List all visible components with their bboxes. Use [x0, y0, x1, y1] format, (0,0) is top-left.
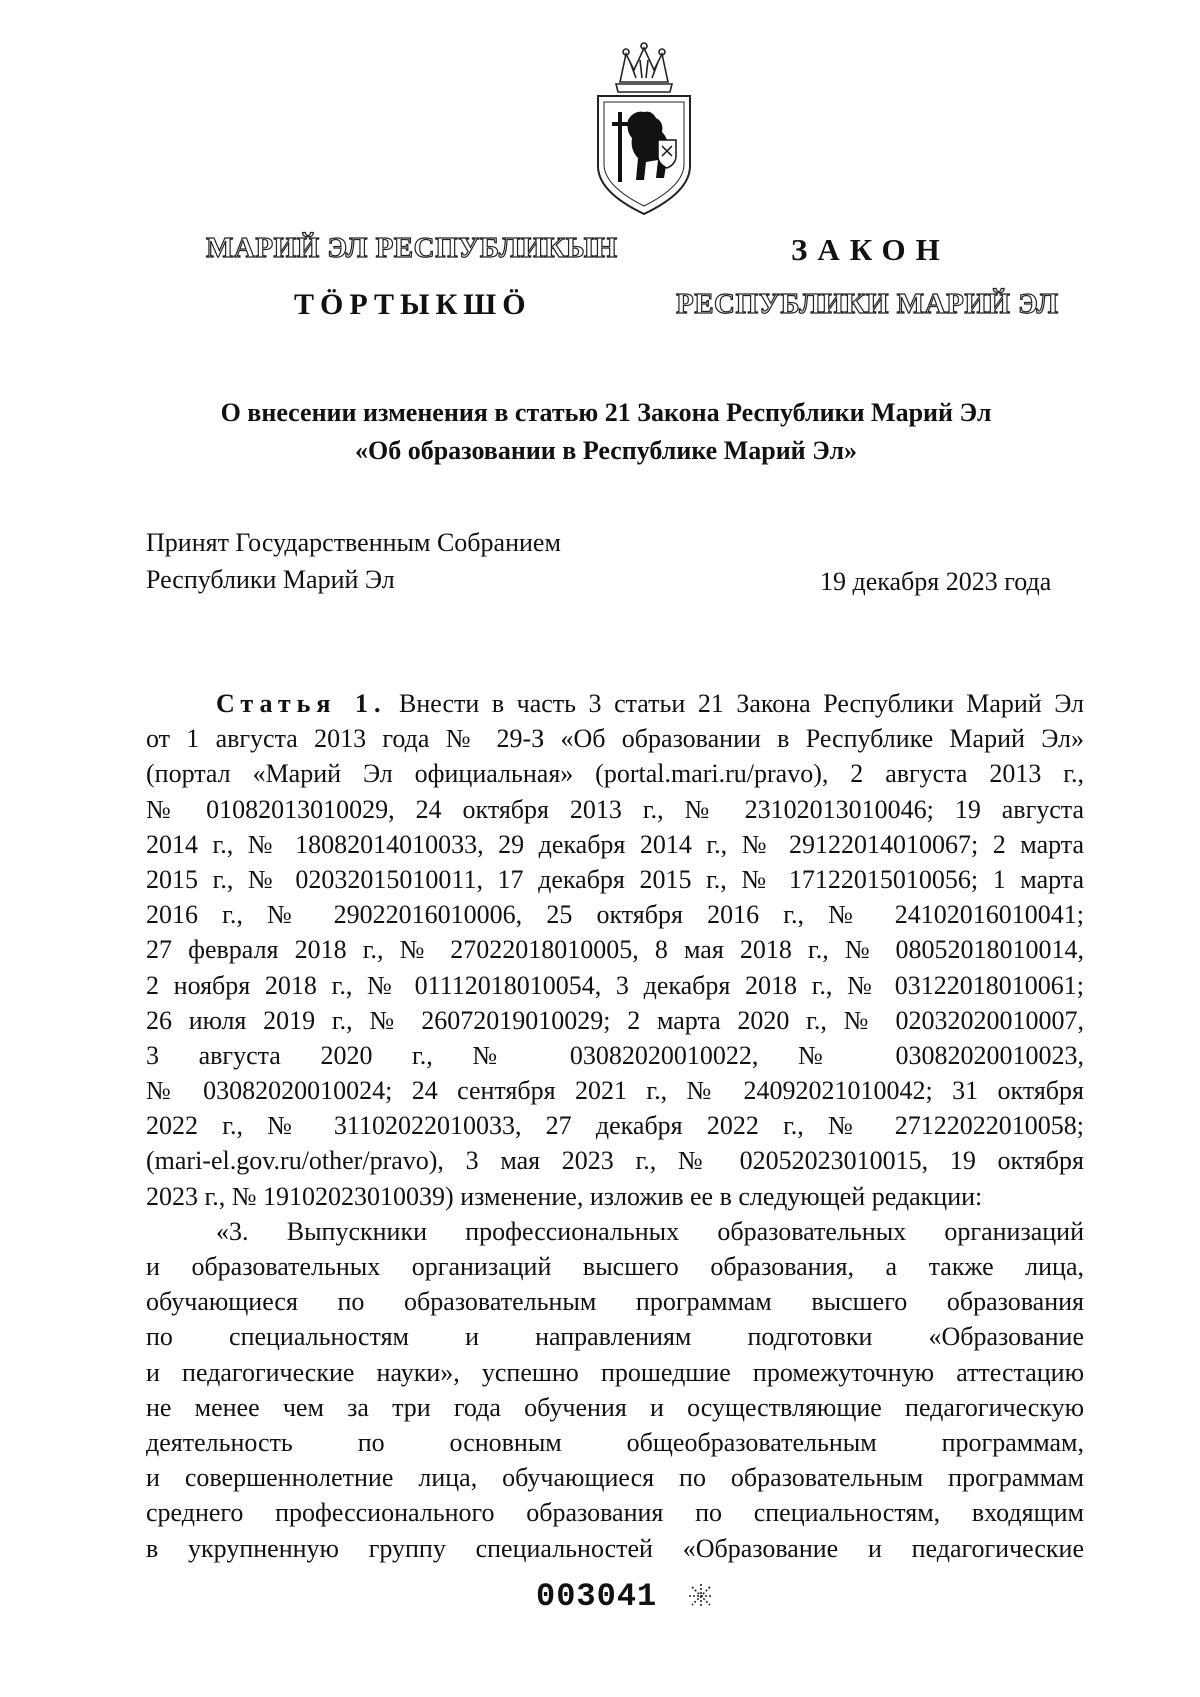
quote-line: и образовательных организаций высшего образования, а также лица, — [146, 1252, 1084, 1281]
coat-of-arms-icon — [580, 40, 708, 220]
header-mari-republic: МАРИЙ ЭЛ РЕСПУБЛИКЫН — [206, 232, 618, 264]
article-line: 2022 г., № 31102022010033, 27 декабря 2022 г., № 27122022010058; — [146, 1111, 1084, 1141]
page-number: 003041 — [536, 1578, 658, 1615]
article-line — [146, 686, 1084, 721]
document-title-line-1: О внесении изменения в статью 21 Закона Республики Марий Эл — [220, 398, 992, 427]
quote-line: деятельность по основным общеобразовательным программам, — [146, 1427, 1084, 1457]
article-line: 2014 г., № 18082014010033, 29 декабря 2014 г., № 29122014010067; 2 марта — [146, 829, 1084, 859]
article-line: 2 ноября 2018 г., № 01112018010054, 3 декабря 2018 г., № 03122018010061; — [146, 970, 1084, 1000]
adoption-date: 19 декабря 2023 года — [820, 567, 1052, 596]
article-line: 2023 г., № 19102023010039) изменение, изложив ее в следующей редакции: — [146, 1181, 983, 1211]
article-line: от 1 августа 2013 года № 29-З «Об образовании в Республике Марий Эл» — [146, 724, 1084, 754]
document-title-line-2: «Об образовании в Республике Марий Эл» — [354, 436, 858, 465]
quote-line: и педагогические науки», успешно прошедшие промежуточную аттестацию — [146, 1357, 1084, 1387]
article-line: 2016 г., № 29022016010006, 25 октября 2016 г., № 24102016010041; — [146, 900, 1084, 930]
quote-line: в укрупненную группу специальностей «Образование и педагогические — [146, 1533, 1084, 1563]
quote-line: не менее чем за три года обучения и осуществляющие педагогическую — [146, 1392, 1084, 1422]
article-line: № 03082020010024; 24 сентября 2021 г., № 24092021010042; 31 октября — [146, 1076, 1084, 1106]
article-line: 3 августа 2020 г., № 03082020010022, № 03082020010023, — [146, 1040, 1084, 1070]
article-line: № 01082013010029, 24 октября 2013 г., № 23102013010046; 19 августа — [146, 794, 1084, 824]
article-line-text: Внести в часть 3 статьи 21 Закона Республики Марий Эл — [399, 689, 1085, 718]
quote-line: и совершеннолетние лица, обучающиеся по образовательным программам — [146, 1463, 1084, 1493]
article-heading: Статья 1. — [216, 689, 387, 718]
article-line: (портал «Марий Эл официальная» (portal.mari.ru/pravo), 2 августа 2013 г., — [146, 759, 1084, 789]
header-zakon: ЗАКОН — [791, 232, 950, 267]
article-body — [146, 686, 1084, 1566]
header-respubliki: РЕСПУБЛИКИ МАРИЙ ЭЛ — [676, 288, 1059, 320]
adoption-line-1: Принят Государственным Собранием — [146, 528, 561, 557]
header-tortyksho: ТӦРТЫКШӦ — [294, 288, 532, 321]
article-line: 2015 г., № 02032015010011, 17 декабря 2015 г., № 17122015010056; 1 марта — [146, 864, 1084, 894]
adoption-line-2: Республики Марий Эл — [146, 565, 395, 594]
star-mark-icon — [688, 1583, 714, 1609]
article-line: 27 февраля 2018 г., № 27022018010005, 8 мая 2018 г., № 08052018010014, — [146, 935, 1084, 965]
quote-line: обучающиеся по образовательным программам высшего образования — [146, 1287, 1084, 1317]
quote-line: среднего профессионального образования по специальностям, входящим — [146, 1498, 1084, 1528]
article-line: (mari-el.gov.ru/other/pravo), 3 мая 2023 г., № 02052023010015, 19 октября — [146, 1146, 1084, 1176]
quote-line: по специальностям и направлениям подготовки «Образование — [146, 1322, 1084, 1352]
adoption-block — [146, 524, 561, 598]
article-line: 26 июля 2019 г., № 26072019010029; 2 марта 2020 г., № 02032020010007, — [146, 1005, 1084, 1035]
quote-line: «3. Выпускники профессиональных образовательных организаций — [216, 1216, 1084, 1246]
